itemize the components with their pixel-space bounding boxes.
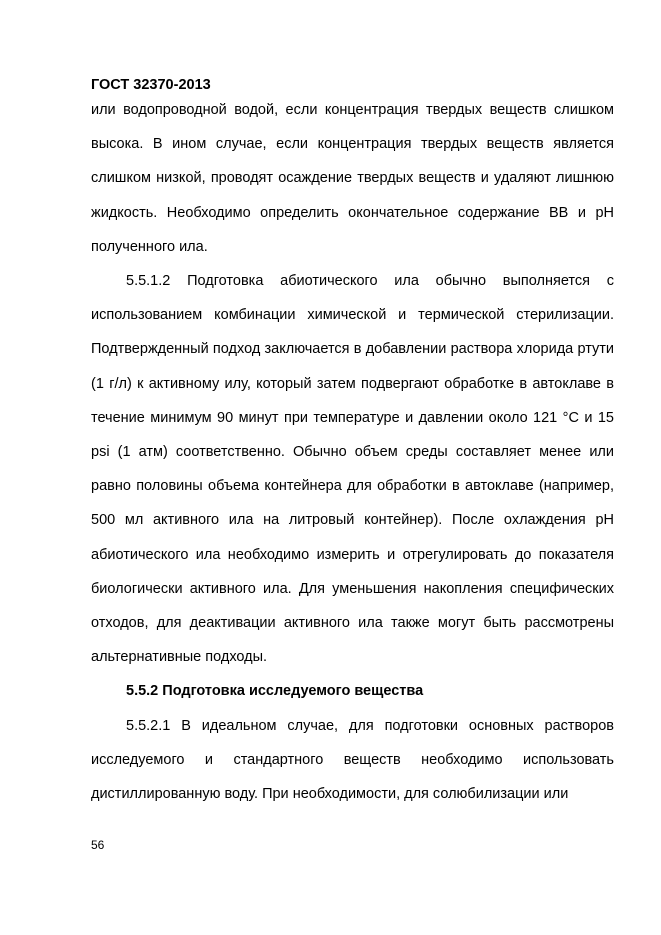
paragraph-5-5-2-1: 5.5.2.1 В идеальном случае, для подготовки основных растворов исследуемого и стандартного веществ необходимо использовать дистиллированную воду. При необходимости, для солюбилизации или [91, 717, 614, 803]
document-body [91, 93, 614, 811]
page-number: 56 [91, 838, 105, 852]
section-heading-5-5-2: 5.5.2 Подготовка исследуемого вещества [126, 683, 424, 700]
paragraph-continuation: или водопроводной водой, если концентрация твердых веществ слишком высока. В ином случае, если концентрация твердых веществ является слишком низкой, проводят осаждение твердых веществ и удаляют лишнюю жидкость. Необходимо определить окончательное содержание ВВ и pH полученного ила. [91, 102, 614, 255]
document-header: ГОСТ 32370-2013 [91, 77, 211, 93]
paragraph-5-5-1-2: 5.5.1.2 Подготовка абиотического ила обычно выполняется с использованием комбинации химической и термической стерилизации. Подтвержденный подход заключается в добавлении раствора хлорида ртути (1 г/л) к активному илу, который затем подвергают обработке в автоклаве в течение минимум 90 минут при температуре и давлении около 121 °С и 15 psi (1 атм) соответственно. Обычно объем среды составляет менее или равно половины объема контейнера для обработки в автоклаве (например, 500 мл активного ила на литровый контейнер). После охлаждения pH абиотического ила необходимо измерить и отрегулировать до показателя биологически активного ила. Для уменьшения накопления специфических отходов, для деактивации активного ила также могут быть рассмотрены альтернативные подходы. [91, 273, 614, 666]
